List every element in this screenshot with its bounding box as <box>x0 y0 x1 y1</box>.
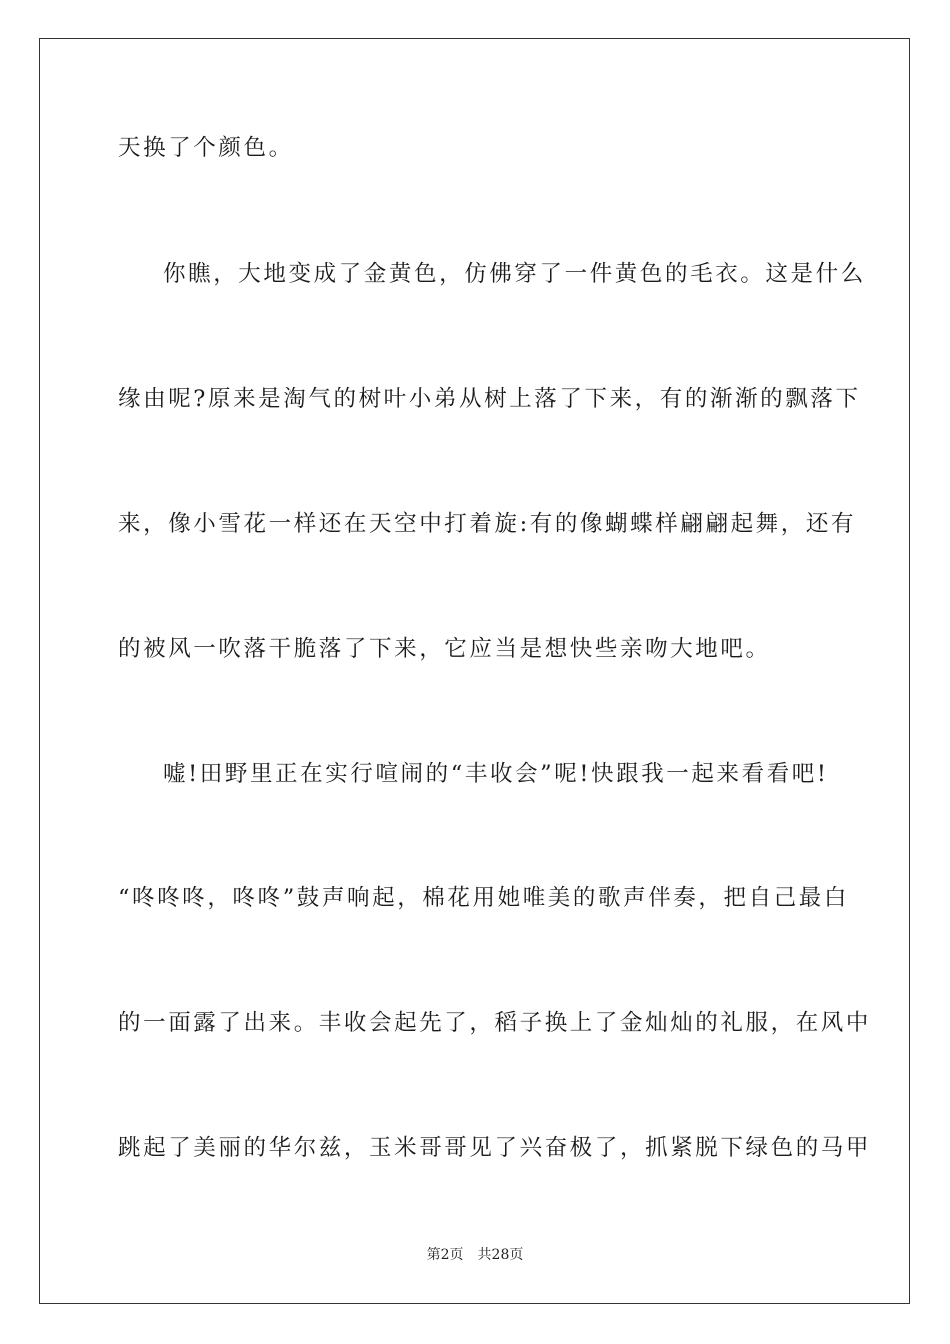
text-line-9: 跳起了美丽的华尔兹，玉米哥哥见了兴奋极了，抓紧脱下绿色的马甲 <box>118 1135 872 1161</box>
text-line-4: 来，像小雪花一样还在天空中打着旋:有的像蝴蝶样翩翩起舞，还有 <box>118 511 857 537</box>
text-line-6: 嘘!田野里正在实行喧闹的“丰收会”呢!快跟我一起来看看吧! <box>163 761 829 787</box>
text-line-8: 的一面露了出来。丰收会起先了，稻子换上了金灿灿的礼服，在风中 <box>118 1010 872 1036</box>
page-number-footer: 第2页 共28页 <box>426 1247 524 1263</box>
text-line-7: “咚咚咚，咚咚”鼓声响起，棉花用她唯美的歌声伴奏，把自己最白 <box>118 885 850 911</box>
text-line-3: 缘由呢?原来是淘气的树叶小弟从树上落了下来，有的渐渐的飘落下 <box>118 386 861 412</box>
text-line-1: 天换了个颜色。 <box>118 135 294 161</box>
page-frame <box>39 38 910 1304</box>
text-line-5: 的被风一吹落干脆落了下来，它应当是想快些亲吻大地吧。 <box>118 636 771 662</box>
text-line-2: 你瞧，大地变成了金黄色，仿佛穿了一件黄色的毛衣。这是什么 <box>163 261 866 287</box>
